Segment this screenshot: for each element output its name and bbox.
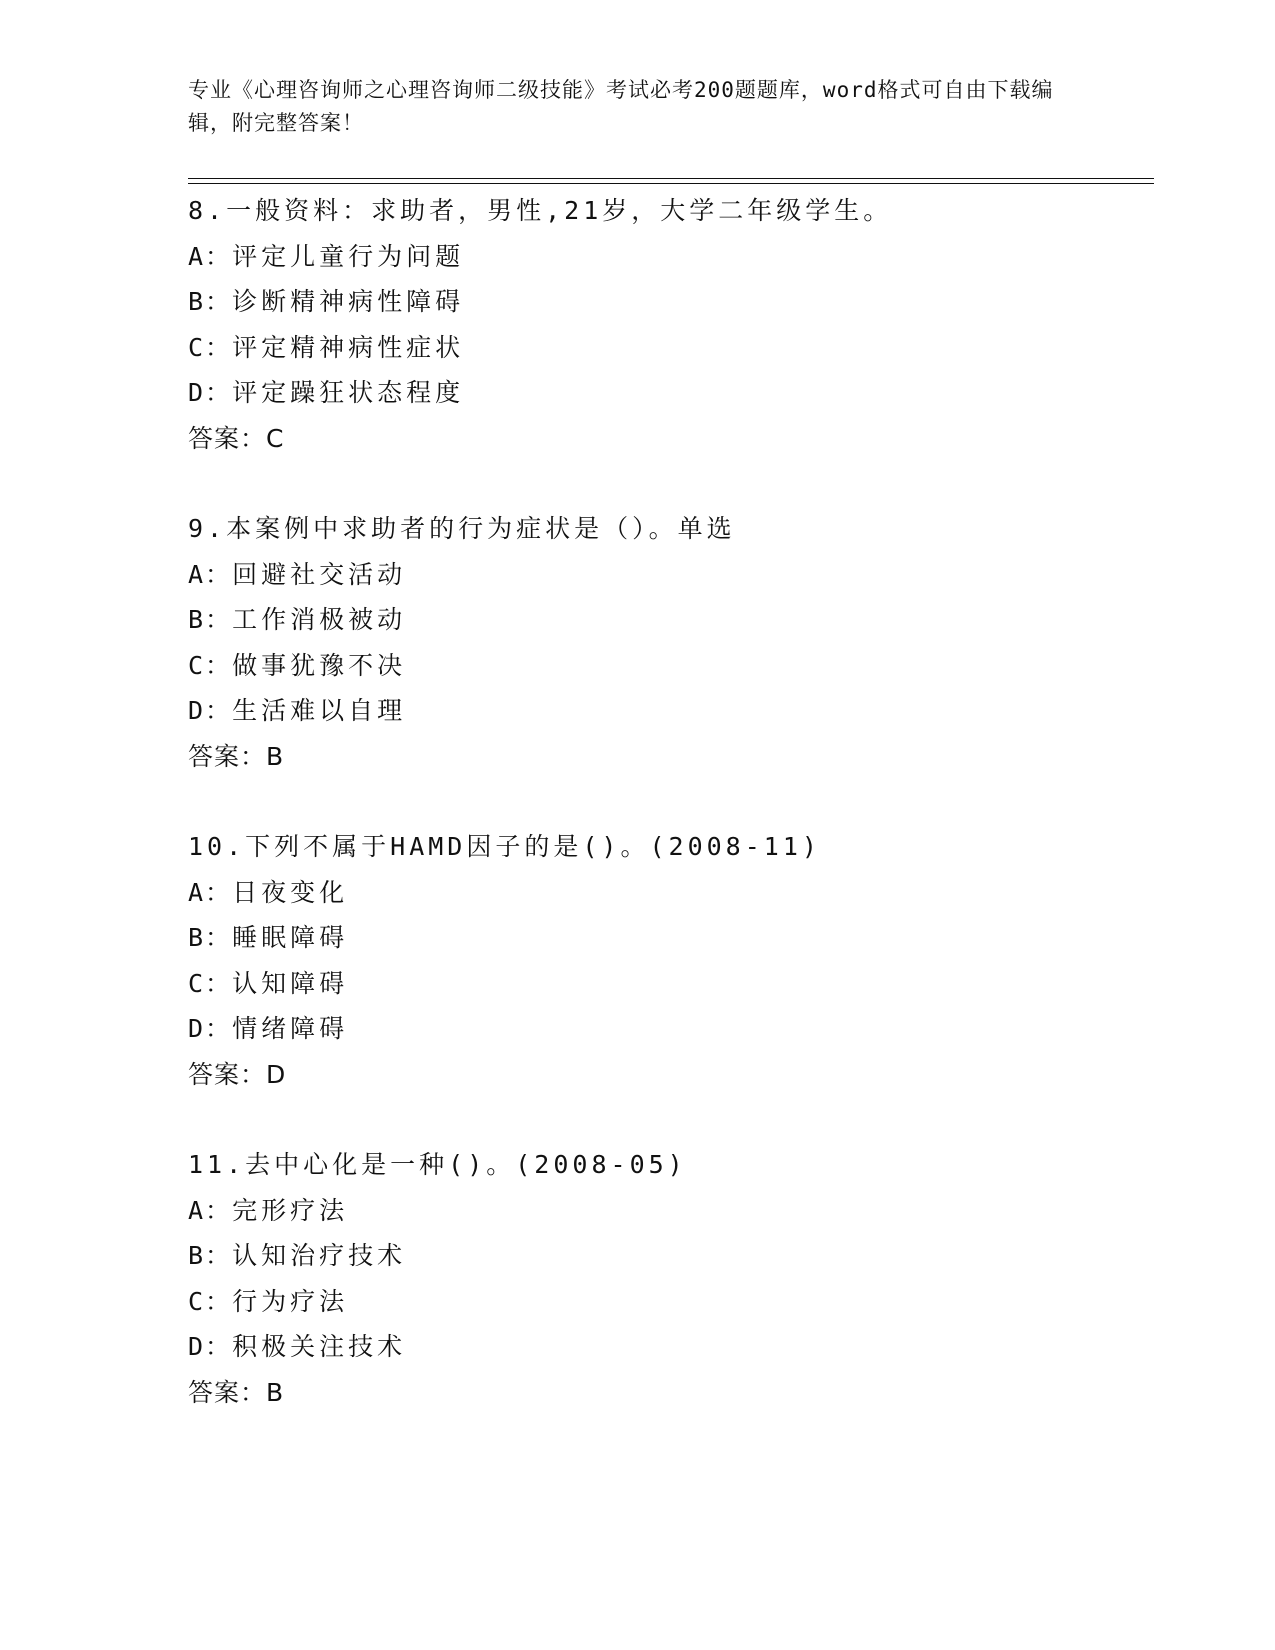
option-text: 情绪障碍	[232, 1014, 349, 1043]
option-c	[188, 961, 1168, 1007]
option-label: B：	[188, 1241, 233, 1270]
option-label: C：	[188, 1286, 233, 1316]
option-label: A：	[188, 1195, 233, 1225]
option-text: 生活难以自理	[232, 696, 407, 725]
answer-line: 答案：B	[188, 1377, 285, 1407]
option-label: B：	[188, 923, 233, 952]
question-block	[188, 824, 1168, 1097]
option-label: C：	[188, 968, 233, 998]
option-text: 做事犹豫不决	[232, 650, 407, 680]
option-label: C：	[188, 650, 233, 680]
option-label: D：	[188, 696, 233, 725]
option-c	[188, 325, 1168, 371]
option-text: 积极关注技术	[232, 1332, 407, 1361]
option-d	[188, 1006, 1168, 1052]
option-a	[188, 234, 1168, 280]
answer-line: 答案：B	[188, 741, 285, 771]
option-text: 诊断精神病性障碍	[232, 287, 465, 316]
option-text: 回避社交活动	[232, 559, 407, 589]
option-b	[188, 597, 1168, 643]
option-label: A：	[188, 877, 233, 907]
option-text: 睡眠障碍	[232, 923, 349, 952]
question-block	[188, 506, 1168, 779]
answer-line: 答案：D	[188, 1059, 287, 1089]
question-block	[188, 1142, 1168, 1415]
question-stem: 11.去中心化是一种()。(2008-05)	[188, 1150, 687, 1179]
header-divider	[188, 178, 1154, 179]
option-text: 工作消极被动	[232, 605, 407, 634]
option-label: B：	[188, 287, 233, 316]
question-stem: 10.下列不属于HAMD因子的是()。(2008-11)	[188, 832, 821, 861]
question-block	[188, 188, 1168, 461]
option-text: 评定精神病性症状	[232, 332, 465, 362]
option-text: 评定躁狂状态程度	[232, 378, 465, 407]
option-text: 认知障碍	[232, 968, 349, 998]
question-stem: 9.本案例中求助者的行为症状是（）。单选	[188, 514, 736, 543]
option-label: D：	[188, 1332, 233, 1361]
option-label: D：	[188, 1014, 233, 1043]
option-text: 行为疗法	[232, 1286, 349, 1316]
answer-line: 答案：C	[188, 423, 285, 453]
document-intro: 专业《心理咨询师之心理咨询师二级技能》考试必考200题题库，word格式可自由下载编辑，附完整答案！	[188, 78, 1054, 135]
option-a	[188, 870, 1168, 916]
option-d	[188, 1324, 1168, 1370]
option-text: 评定儿童行为问题	[232, 241, 465, 271]
option-c	[188, 643, 1168, 689]
question-stem: 8.一般资料：求助者，男性,21岁，大学二年级学生。	[188, 196, 893, 225]
option-b	[188, 915, 1168, 961]
option-a	[188, 1188, 1168, 1234]
option-label: C：	[188, 332, 233, 362]
option-text: 认知治疗技术	[232, 1241, 407, 1270]
option-b	[188, 279, 1168, 325]
option-label: A：	[188, 241, 233, 271]
option-text: 完形疗法	[232, 1195, 349, 1225]
option-label: D：	[188, 378, 233, 407]
option-d	[188, 688, 1168, 734]
option-d	[188, 370, 1168, 416]
option-c	[188, 1279, 1168, 1325]
option-label: A：	[188, 559, 233, 589]
option-label: B：	[188, 605, 233, 634]
header-divider-double	[188, 183, 1154, 184]
option-text: 日夜变化	[232, 877, 349, 907]
option-b	[188, 1233, 1168, 1279]
option-a	[188, 552, 1168, 598]
